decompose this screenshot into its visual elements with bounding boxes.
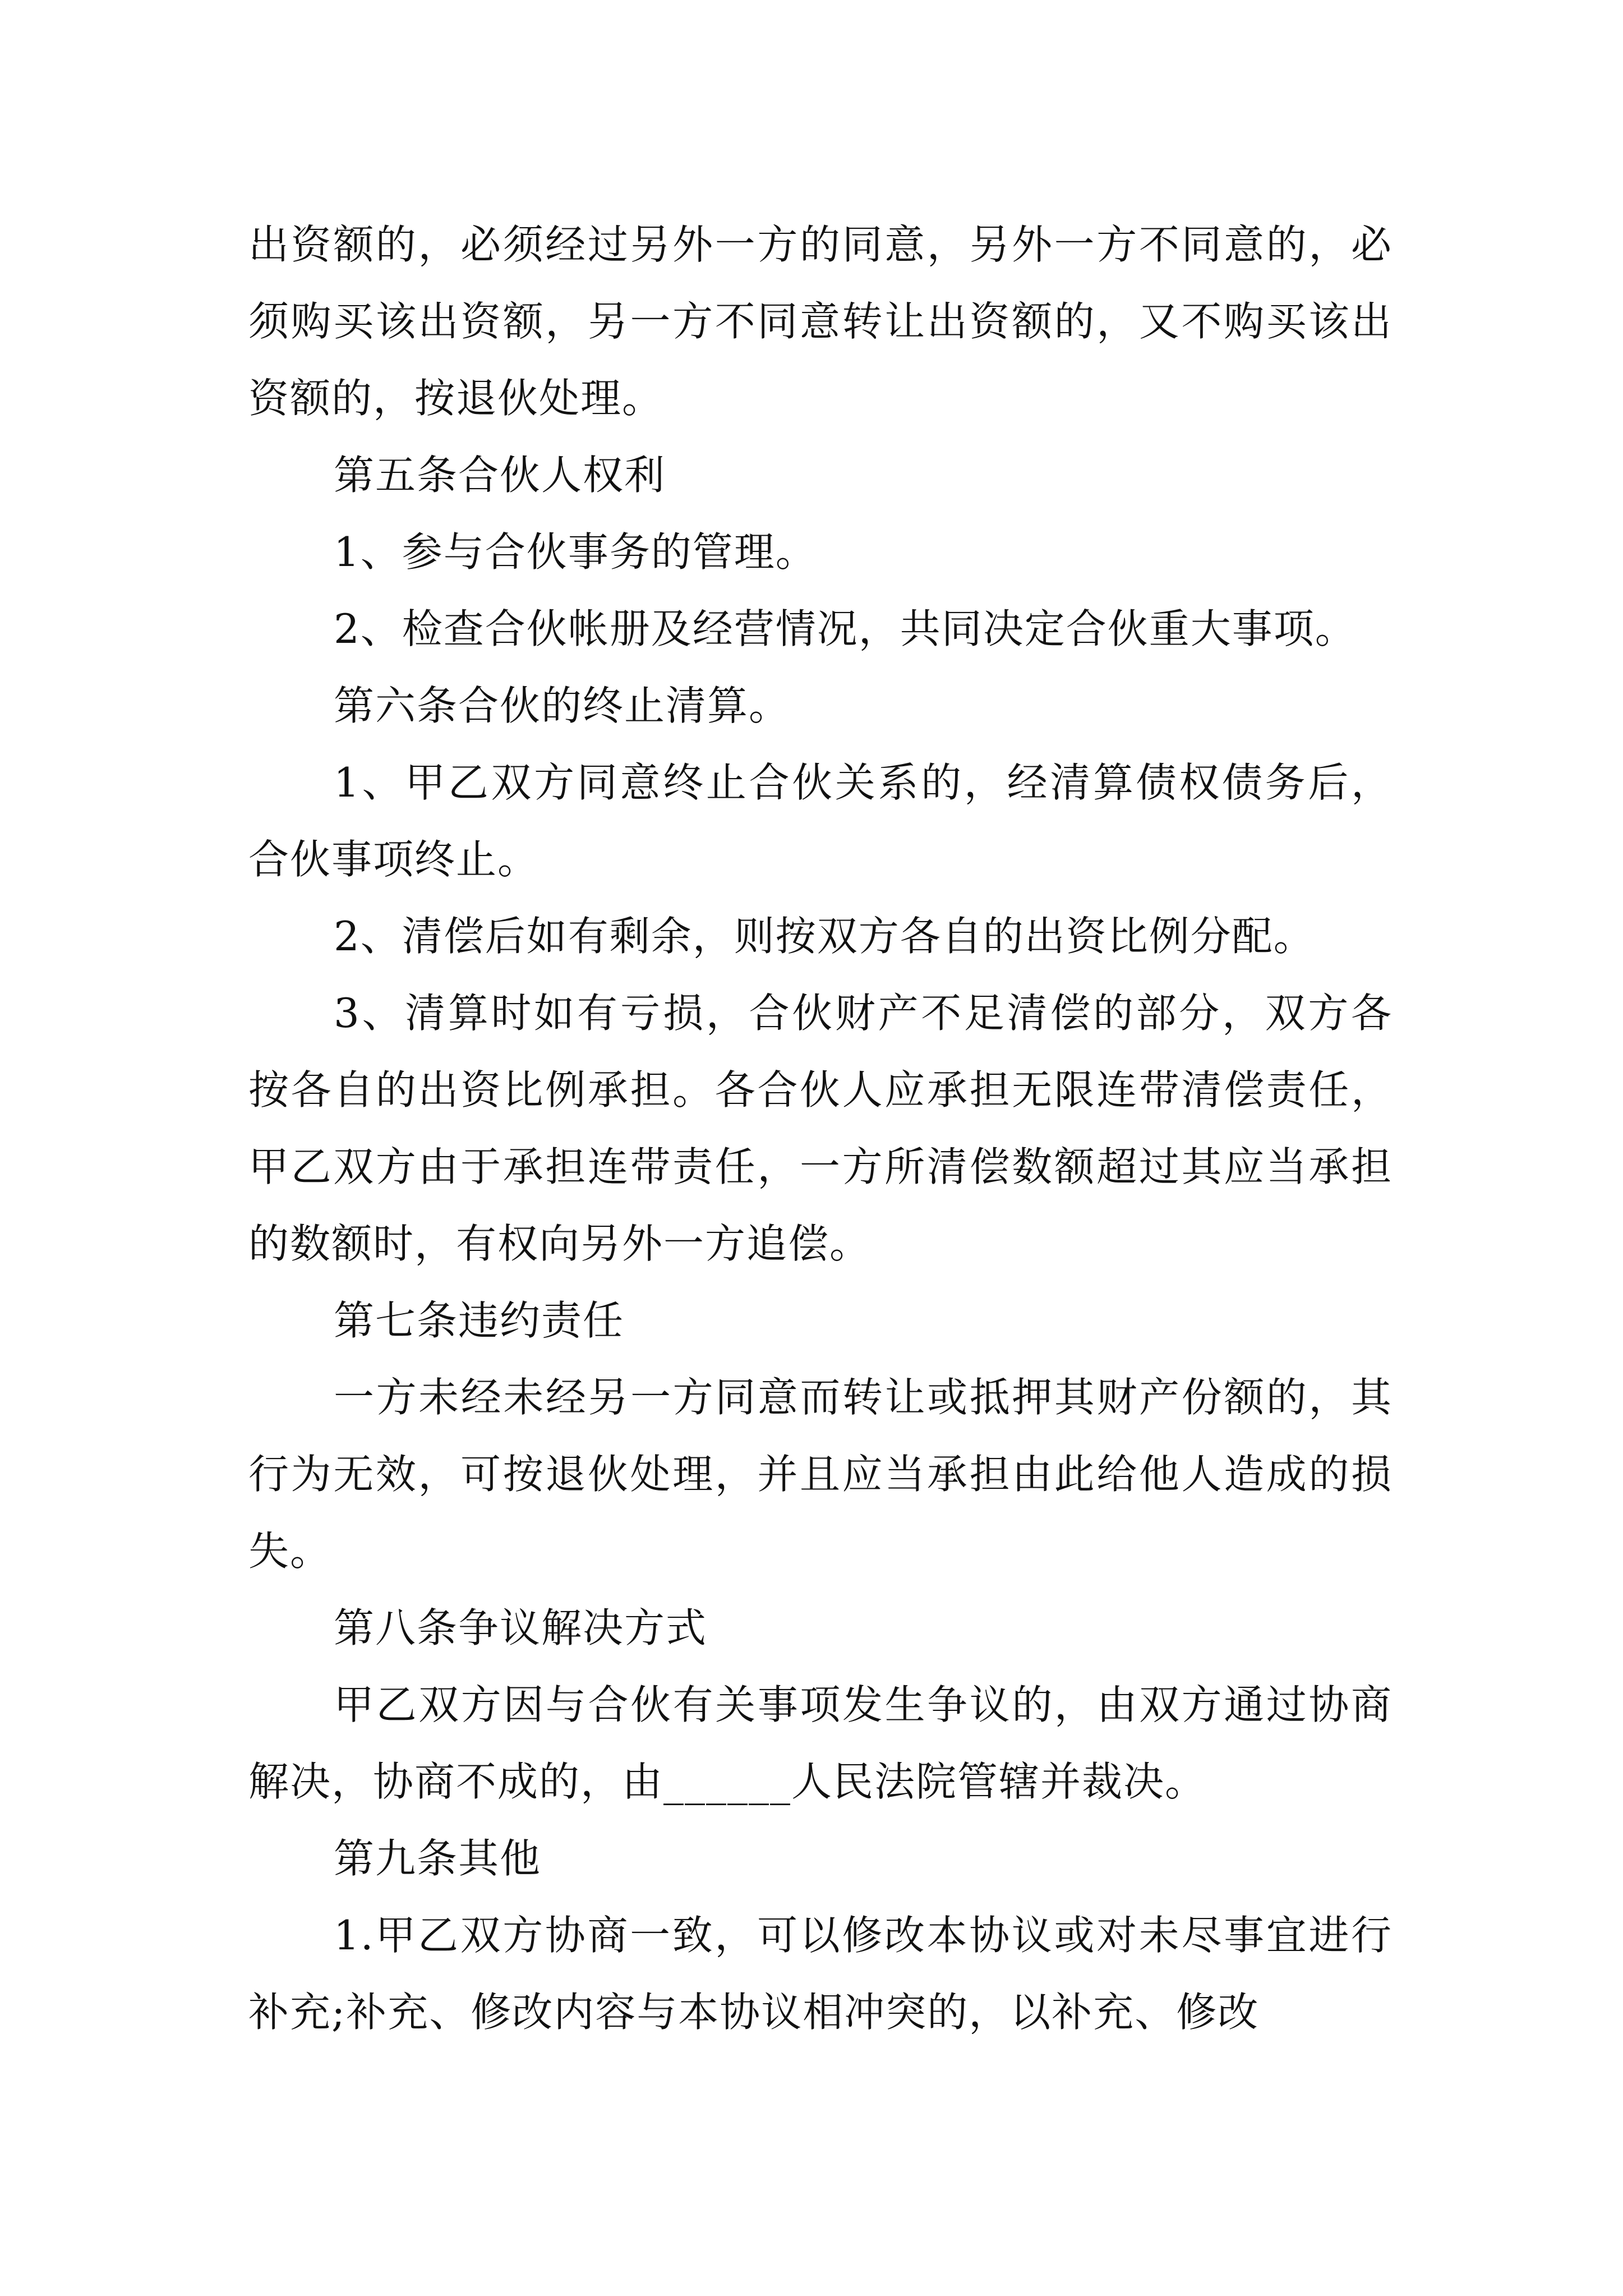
section-heading-9: 第九条其他 [334,1835,542,1882]
section-heading-7: 第七条违约责任 [334,1297,625,1344]
body-paragraph: 甲乙双方因与合伙有关事项发生争议的，由双方通过协商解决，协商不成的，由______人民法院管辖并裁决。 [248,1681,1393,1805]
section-heading-8: 第八条争议解决方式 [334,1604,708,1651]
list-item: 3、清算时如有亏损，合伙财产不足清偿的部分，双方各按各自的出资比例承担。各合伙人应承担无限连带清偿责任，甲乙双方由于承担连带责任，一方所清偿数额超过其应当承担的数额时，有权向另外一方追偿。 [248,990,1393,1267]
section-heading-5: 第五条合伙人权利 [334,452,666,499]
list-item: 1、甲乙双方同意终止合伙关系的，经清算债权债务后，合伙事项终止。 [248,759,1393,883]
list-item: 2、检查合伙帐册及经营情况，共同决定合伙重大事项。 [334,605,1357,652]
document-body [248,206,1393,2051]
list-item: 1.甲乙双方协商一致，可以修改本协议或对未尽事宜进行补充;补充、修改内容与本协议相冲突的，以补充、修改 [248,1912,1393,2036]
section-heading-6: 第六条合伙的终止清算。 [334,682,791,729]
paragraph-continuation: 出资额的，必须经过另外一方的同意，另外一方不同意的，必须购买该出资额，另一方不同意转让出资额的，又不购买该出资额的，按退伙处理。 [248,221,1393,422]
list-item: 2、清偿后如有剩余，则按双方各自的出资比例分配。 [334,913,1315,960]
body-paragraph: 一方未经未经另一方同意而转让或抵押其财产份额的，其行为无效，可按退伙处理，并且应当承担由此给他人造成的损失。 [248,1374,1393,1575]
list-item: 1、参与合伙事务的管理。 [334,528,817,576]
